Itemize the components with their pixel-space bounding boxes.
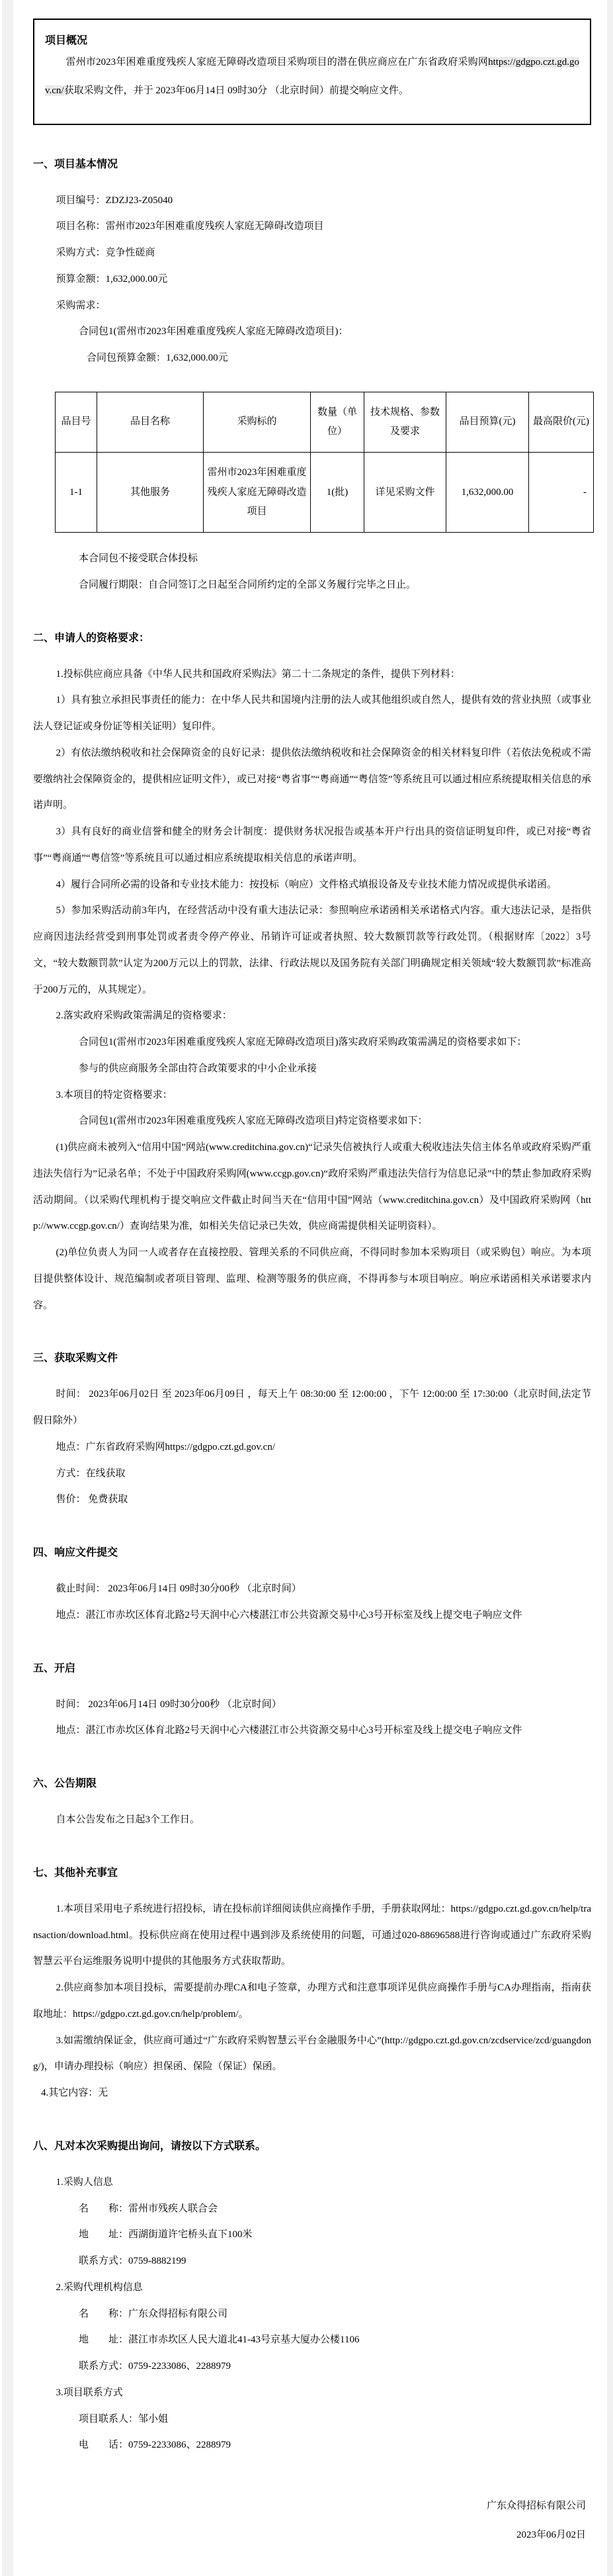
section-contact-heading: 八、凡对本次采购提出询问，请按以下方式联系。	[33, 2140, 266, 2152]
purchaser-name: 名 称：雷州市残疾人联合会	[79, 2203, 218, 2214]
no-consortium-note: 本合同包不接受联合体投标	[79, 553, 198, 564]
purchaser-contact: 联系方式：0759-8882199	[79, 2256, 186, 2266]
table-header-item-no: 品目号	[56, 392, 97, 453]
supplement-paragraph: 2.供应商参加本项目投标，需要提前办理CA和电子签章，办理方式和注意事项详见供应商操作手册与CA办理指南，指南获取地址：https://gdgpo.czt.gd.gov.cn/help/problem/。	[33, 1982, 591, 2020]
qualification-paragraph: 2）有依法缴纳税收和社会保障资金的良好记录：提供依法缴纳税收和社会保障资金的相关材料复印件（若依法免税或不需要缴纳社会保障资金的，提供相应证明文件），或已对接“粤省事”“粤商通”“粤信签”等系统且可以通过相应系统提取相关信息的承诺声明。	[33, 747, 591, 811]
specific-requirement-related-parties: (2)单位负责人为同一人或者存在直接控股、管理关系的不同供应商，不得同时参加本采购项目（或采购包）响应。为本项目提供整体设计、规范编制或者项目管理、监理、检测等服务的供应商，不得再参与本项目响应。响应承诺函相关承诺要求内容。	[33, 1247, 591, 1311]
project-contact-person: 项目联系人：邹小姐	[79, 2413, 169, 2424]
signature-block	[33, 2492, 591, 2550]
agency-address: 地 址：湛江市赤坎区人民大道北41-43号京基大厦办公楼1106	[79, 2334, 360, 2346]
overview-outro-text: 获取采购文件，并于 2023年06月14日 09时30分 （北京时间）前提交响应文件。	[63, 85, 409, 96]
qualification-paragraph: 5）参加采购活动前3年内，在经营活动中没有重大违法记录：参照响应承诺函相关承诺格式内容。重大违法记录，是指供应商因违法经营受到刑事处罚或者责令停产停业、吊销许可证或者执照、较大数额罚款等行政处罚。（根据财库〔2022〕3号文，“较大数额罚款”认定为200万元以上的罚款，法律、行政法规以及国务院有关部门明确规定相关领域“较大数额罚款”标准高于200万元的，从其规定）。	[33, 905, 591, 995]
qualification-paragraph: 1）具有独立承担民事责任的能力：在中华人民共和国境内注册的法人或其他组织或自然人，提供有效的营业执照（或事业法人登记证或身份证等相关证明）复印件。	[33, 695, 591, 732]
overview-title: 项目概况	[45, 35, 88, 46]
agency-name: 名 称：广东众得招标有限公司	[79, 2308, 228, 2319]
open-time: 时间： 2023年06月14日 09时30分00秒 （北京时间）	[56, 1699, 282, 1710]
qualification-paragraph: 1.投标供应商应具备《中华人民共和国政府采购法》第二十二条规定的条件，提供下列材料：	[56, 668, 460, 680]
section-obtain-documents-heading: 三、获取采购文件	[33, 1353, 118, 1364]
procurement-demand-label: 采购需求：	[56, 300, 106, 311]
procurement-site-link[interactable]: https://gdgpo.czt.gd.gov.cn/	[45, 57, 579, 96]
section-announcement-period-heading: 六、公告期限	[33, 1778, 97, 1789]
qualification-paragraph: 3）具有良好的商业信誉和健全的财务会计制度：提供财务状况报告或基本开户行出具的资信证明复印件，或已对接“粤省事”“粤商通”“粤信签”等系统且可以通过相应系统提取相关信息的承诺声明。	[33, 826, 591, 864]
overview-paragraph	[45, 48, 579, 105]
table-header-max-price: 最高限价(元)	[529, 392, 594, 453]
supplement-other-content: 4.其它内容：无	[41, 2088, 108, 2098]
submit-deadline: 截止时间： 2023年06月14日 09时30分00秒 （北京时间）	[56, 1583, 302, 1594]
cell-item-no: 1-1	[56, 453, 97, 533]
table-header-specs: 技术规格、参数及要求	[364, 392, 446, 453]
table-header-item-budget: 品目预算(元)	[446, 392, 529, 453]
overview-intro-text: 雷州市2023年困难重度残疾人家庭无障碍改造项目采购项目的潜在供应商应在广东省政府采购网	[65, 57, 489, 67]
policy-requirement-sme: 参与的供应商服务全部由符合政策要求的中小企业承接	[79, 1063, 317, 1074]
cell-item-budget: 1,632,000.00	[446, 453, 529, 533]
announcement-period: 自本公告发布之日起3个工作日。	[56, 1814, 200, 1825]
section-response-submission-heading: 四、响应文件提交	[33, 1547, 118, 1558]
section-supplement-heading: 七、其他补充事宜	[33, 1867, 118, 1879]
purchaser-info-label: 1.采购人信息	[56, 2176, 113, 2188]
specific-requirement-label: 3.本项目的特定资格要求：	[56, 1089, 173, 1100]
acquire-location: 地点：广东省政府采购网https://gdgpo.czt.gd.gov.cn/	[56, 1441, 276, 1452]
project-contact-phone: 电 话：0759-2233086、2288979	[79, 2440, 231, 2451]
page-background	[2, 0, 613, 2576]
cell-subject: 雷州市2023年困难重度残疾人家庭无障碍改造项目	[204, 453, 311, 533]
policy-requirement-label: 2.落实政府采购政策需满足的资格要求：	[56, 1010, 232, 1022]
cell-max-price: -	[529, 453, 594, 533]
budget-amount: 预算金额：1,632,000.00元	[56, 273, 168, 285]
table-header-quantity: 数量（单位）	[311, 392, 364, 453]
open-location: 地点：湛江市赤坎区体育北路2号天润中心六楼湛江市公共资源交易中心3号开标室及线上提交电子响应文件	[56, 1725, 522, 1736]
table-header-item-name: 品目名称	[97, 392, 204, 453]
agency-info-label: 2.采购代理机构信息	[56, 2282, 143, 2293]
agency-contact: 联系方式：0759-2233086、2288979	[79, 2361, 231, 2372]
acquire-method: 方式：在线获取	[56, 1468, 126, 1479]
table-header-subject: 采购标的	[204, 392, 311, 453]
specific-requirement-credit: (1)供应商未被列入“信用中国”网站(www.creditchina.gov.cn)“记录失信被执行人或重大税收违法失信主体名单或政府采购严重违法失信行为”记录名单；不处于中国政府采购网(www.ccgp.gov.cn)“政府采购严重违法失信行为信息记录”中的禁止参加政府采购活动期间。（以采购代理机构于提交响应文件截止时间当天在“信用中国”网站（www.creditchina.gov.cn）及中国政府采购网（http://www.ccgp.gov.cn/）查询结果为准，如相关失信记录已失效，供应商需提供相关证明资料）。	[33, 1142, 591, 1232]
supplement-paragraph: 3.如需缴纳保证金，供应商可通过“广东政府采购智慧云平台金融服务中心”(http://gdgpo.czt.gd.gov.cn/zcdservice/zcd/guangdong/)，申请办理投标（响应）担保函、保险（保证）保函。	[33, 2035, 591, 2072]
policy-requirement-package: 合同包1(雷州市2023年困难重度残疾人家庭无障碍改造项目)落实政府采购政策需满足的资格要求如下：	[79, 1037, 527, 1047]
acquire-price: 售价： 免费获取	[56, 1494, 128, 1505]
section-opening-heading: 五、开启	[33, 1662, 76, 1674]
contract-package-title: 合同包1(雷州市2023年困难重度残疾人家庭无障碍改造项目)：	[79, 326, 348, 337]
footer-date: 2023年06月02日	[516, 2529, 586, 2540]
purchaser-address: 地 址：西湖街道许宅桥头直下100米	[79, 2229, 253, 2241]
table-row	[56, 453, 594, 533]
section-basic-info-heading: 一、项目基本情况	[33, 158, 118, 170]
table-header-row	[56, 392, 594, 453]
acquire-time: 时间： 2023年06月02日 至 2023年06月09日 ，每天上午 08:30:00 至 12:00:00 ，下午 12:00:00 至 17:30:00（北京时间,法定节假日除外）	[33, 1389, 591, 1426]
cell-item-name: 其他服务	[97, 453, 204, 533]
announcement-document	[13, 0, 607, 2576]
project-overview-box	[33, 19, 591, 125]
footer-agency: 广东众得招标有限公司	[486, 2501, 586, 2511]
section-qualification-heading: 二、申请人的资格要求：	[33, 632, 150, 644]
project-number: 项目编号：ZDZJ23-Z05040	[56, 195, 173, 206]
project-name: 项目名称：雷州市2023年困难重度残疾人家庭无障碍改造项目	[56, 221, 324, 232]
contract-package-budget: 合同包预算金额：1,632,000.00元	[87, 353, 228, 363]
qualification-paragraph: 4）履行合同所必需的设备和专业技术能力：按投标（响应）文件格式填报设备及专业技术能力情况或提供承诺函。	[56, 879, 557, 890]
specific-requirement-package: 合同包1(雷州市2023年困难重度残疾人家庭无障碍改造项目)特定资格要求如下：	[79, 1116, 428, 1127]
supplement-paragraph: 1.本项目采用电子系统进行招投标，请在投标前详细阅读供应商操作手册，手册获取网址：https://gdgpo.czt.gd.gov.cn/help/transaction/download.html。投标供应商在使用过程中遇到涉及系统使用的问题，可通过020-88696588进行咨询或通过广东政府采购智慧云平台运维服务说明中提供的其他服务方式获取帮助。	[33, 1903, 591, 1967]
submit-location: 地点：湛江市赤坎区体育北路2号天润中心六楼湛江市公共资源交易中心3号开标室及线上提交电子响应文件	[56, 1609, 522, 1621]
contract-period-note: 合同履行期限：自合同签订之日起至合同所约定的全部义务履行完毕之日止。	[79, 579, 417, 590]
procurement-method: 采购方式：竞争性磋商	[56, 247, 155, 258]
project-contact-label: 3.项目联系方式	[56, 2387, 123, 2398]
cell-specs: 详见采购文件	[364, 453, 446, 533]
items-table	[55, 392, 594, 533]
cell-quantity: 1(批)	[311, 453, 364, 533]
